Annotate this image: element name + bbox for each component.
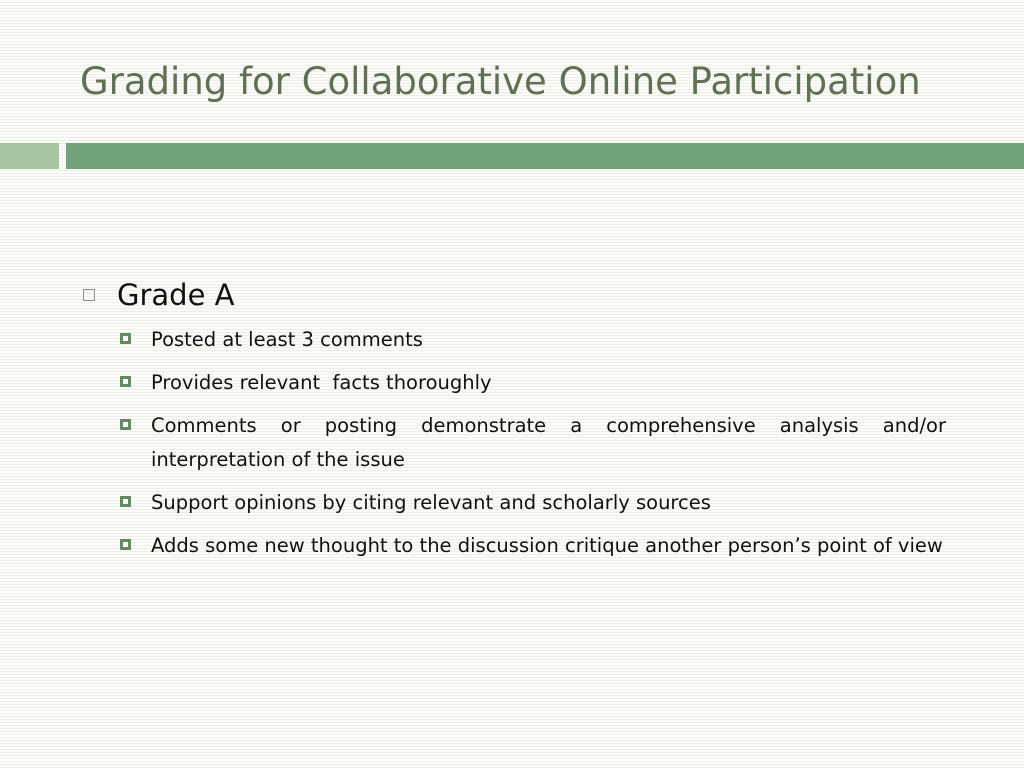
list-item [120,323,946,357]
criteria-text: Comments or posting demonstrate a comprehensive analysis and/or interpretation of the issue [151,414,953,471]
boxed-square-bullet-icon [120,333,131,344]
boxed-square-bullet-icon [120,376,131,387]
title-accent-band-right [66,143,1024,169]
boxed-square-bullet-icon [120,539,131,550]
grade-heading-item [80,272,946,318]
hollow-square-bullet-icon [83,289,95,301]
boxed-square-bullet-icon [120,419,131,430]
boxed-square-bullet-icon [120,496,131,507]
criteria-text: Support opinions by citing relevant and scholarly sources [151,491,711,514]
criteria-text: Posted at least 3 comments [151,328,423,351]
slide-content [80,272,953,572]
slide-title: Grading for Collaborative Online Participation [80,60,921,103]
list-item [120,529,946,563]
criteria-text: Adds some new thought to the discussion critique another person’s point of view [151,534,943,557]
title-accent-band-left [0,143,59,169]
grade-heading: Grade A [117,278,235,312]
list-item [120,366,946,400]
list-item [120,409,953,477]
criteria-text: Provides relevant facts thoroughly [151,371,492,394]
list-item [120,486,946,520]
criteria-list [80,323,953,563]
